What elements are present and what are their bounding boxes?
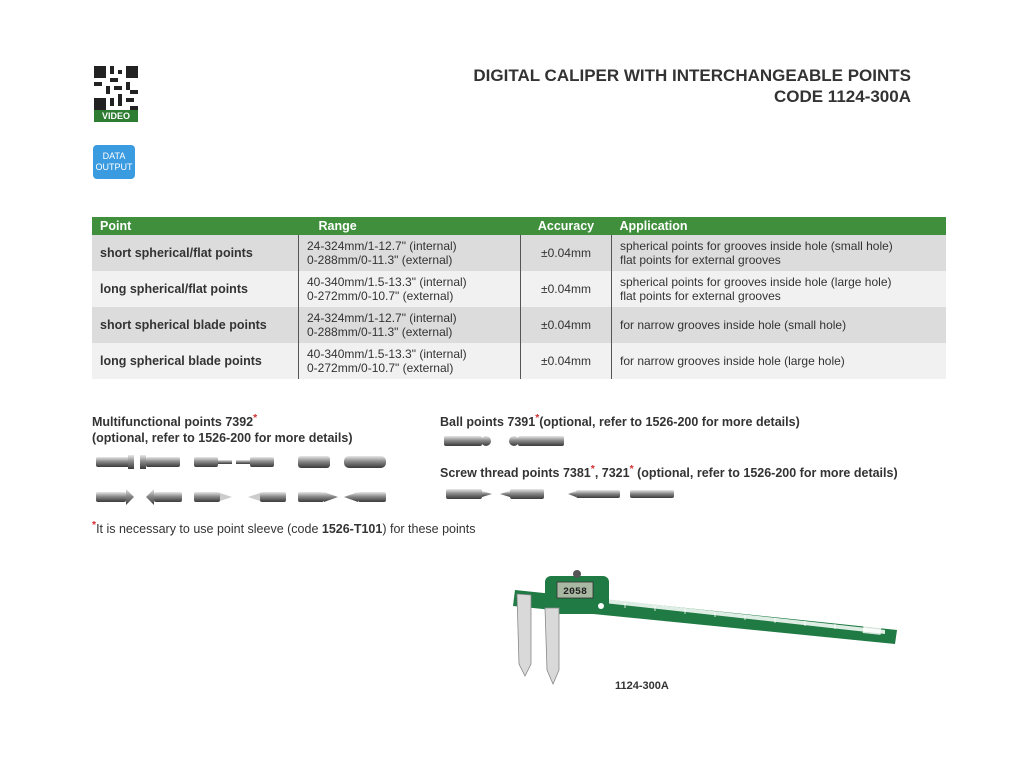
ball-sub: (optional, refer to 1526-200 for more details) bbox=[539, 415, 800, 430]
application-line: flat points for external grooves bbox=[620, 253, 781, 267]
range-external: 0-288mm/0-11.3" (external) bbox=[307, 325, 453, 339]
data-output-line2: OUTPUT bbox=[95, 162, 133, 172]
point-cell: long spherical blade points bbox=[92, 343, 299, 379]
spec-table bbox=[92, 217, 946, 379]
application-cell bbox=[612, 271, 947, 307]
screw-thread-points-label bbox=[440, 462, 898, 481]
range-internal: 40-340mm/1.5-13.3" (internal) bbox=[307, 275, 467, 289]
point-cell: short spherical/flat points bbox=[92, 235, 299, 271]
note-text-a: It is necessary to use point sleeve (code bbox=[96, 522, 322, 537]
header-range: Range bbox=[299, 217, 521, 235]
ball-points-label bbox=[440, 411, 800, 430]
multifunctional-sub: (optional, refer to 1526-200 for more details) bbox=[92, 431, 353, 446]
screw-thread-points-image bbox=[444, 485, 684, 503]
table-row bbox=[92, 271, 946, 307]
asterisk: * bbox=[590, 464, 595, 475]
range-internal: 24-324mm/1-12.7" (internal) bbox=[307, 239, 457, 253]
table-row bbox=[92, 235, 946, 271]
point-cell: short spherical blade points bbox=[92, 307, 299, 343]
range-internal: 40-340mm/1.5-13.3" (internal) bbox=[307, 347, 467, 361]
page-title bbox=[473, 65, 911, 107]
note-text-b: ) for these points bbox=[382, 522, 476, 537]
application-line: spherical points for grooves inside hole (large hole) bbox=[620, 275, 892, 289]
range-cell bbox=[299, 271, 521, 307]
accuracy-cell: ±0.04mm bbox=[521, 307, 612, 343]
multifunctional-points-image bbox=[92, 452, 397, 508]
header-point: Point bbox=[92, 217, 299, 235]
caliper-display: 2058 bbox=[562, 587, 588, 598]
accuracy-cell: ±0.04mm bbox=[521, 235, 612, 271]
table-row bbox=[92, 307, 946, 343]
multifunctional-points-label bbox=[92, 411, 353, 446]
video-badge[interactable]: VIDEO bbox=[94, 110, 138, 122]
asterisk: * bbox=[253, 413, 258, 424]
qr-code bbox=[94, 66, 138, 110]
range-cell bbox=[299, 307, 521, 343]
screw-title-a: Screw thread points 7381 bbox=[440, 466, 591, 481]
table-header-row bbox=[92, 217, 946, 235]
application-line: spherical points for grooves inside hole (small hole) bbox=[620, 239, 893, 253]
range-internal: 24-324mm/1-12.7" (internal) bbox=[307, 311, 457, 325]
data-output-badge bbox=[93, 145, 135, 179]
point-sleeve-note bbox=[92, 520, 475, 536]
range-cell bbox=[299, 235, 521, 271]
application-line: flat points for external grooves bbox=[620, 289, 781, 303]
asterisk: * bbox=[92, 520, 97, 531]
table-row bbox=[92, 343, 946, 379]
product-title: DIGITAL CALIPER WITH INTERCHANGEABLE POINTS bbox=[473, 66, 911, 85]
accuracy-cell: ±0.04mm bbox=[521, 271, 612, 307]
note-code: 1526-T101 bbox=[321, 522, 383, 537]
application-cell bbox=[612, 235, 947, 271]
header-accuracy: Accuracy bbox=[521, 217, 612, 235]
ball-title: Ball points 7391 bbox=[440, 415, 536, 430]
product-code: CODE 1124-300A bbox=[773, 87, 911, 106]
data-output-line1: DATA bbox=[102, 151, 126, 161]
caliper-caption: 1124-300A bbox=[615, 680, 669, 692]
accuracy-cell: ±0.04mm bbox=[521, 343, 612, 379]
multifunctional-title: Multifunctional points 7392 bbox=[92, 415, 254, 430]
digital-caliper-image bbox=[505, 568, 905, 686]
range-external: 0-272mm/0-10.7" (external) bbox=[307, 361, 454, 375]
range-external: 0-288mm/0-11.3" (external) bbox=[307, 253, 453, 267]
screw-sub: (optional, refer to 1526-200 for more details) bbox=[633, 466, 898, 481]
screw-title-b: , 7321 bbox=[594, 466, 630, 481]
asterisk: * bbox=[535, 413, 540, 424]
range-external: 0-272mm/0-10.7" (external) bbox=[307, 289, 454, 303]
application-cell: for narrow grooves inside hole (large hole) bbox=[612, 343, 947, 379]
range-cell bbox=[299, 343, 521, 379]
application-cell: for narrow grooves inside hole (small hole) bbox=[612, 307, 947, 343]
asterisk: * bbox=[629, 464, 634, 475]
header-application: Application bbox=[612, 217, 947, 235]
ball-points-image bbox=[442, 432, 572, 450]
point-cell: long spherical/flat points bbox=[92, 271, 299, 307]
